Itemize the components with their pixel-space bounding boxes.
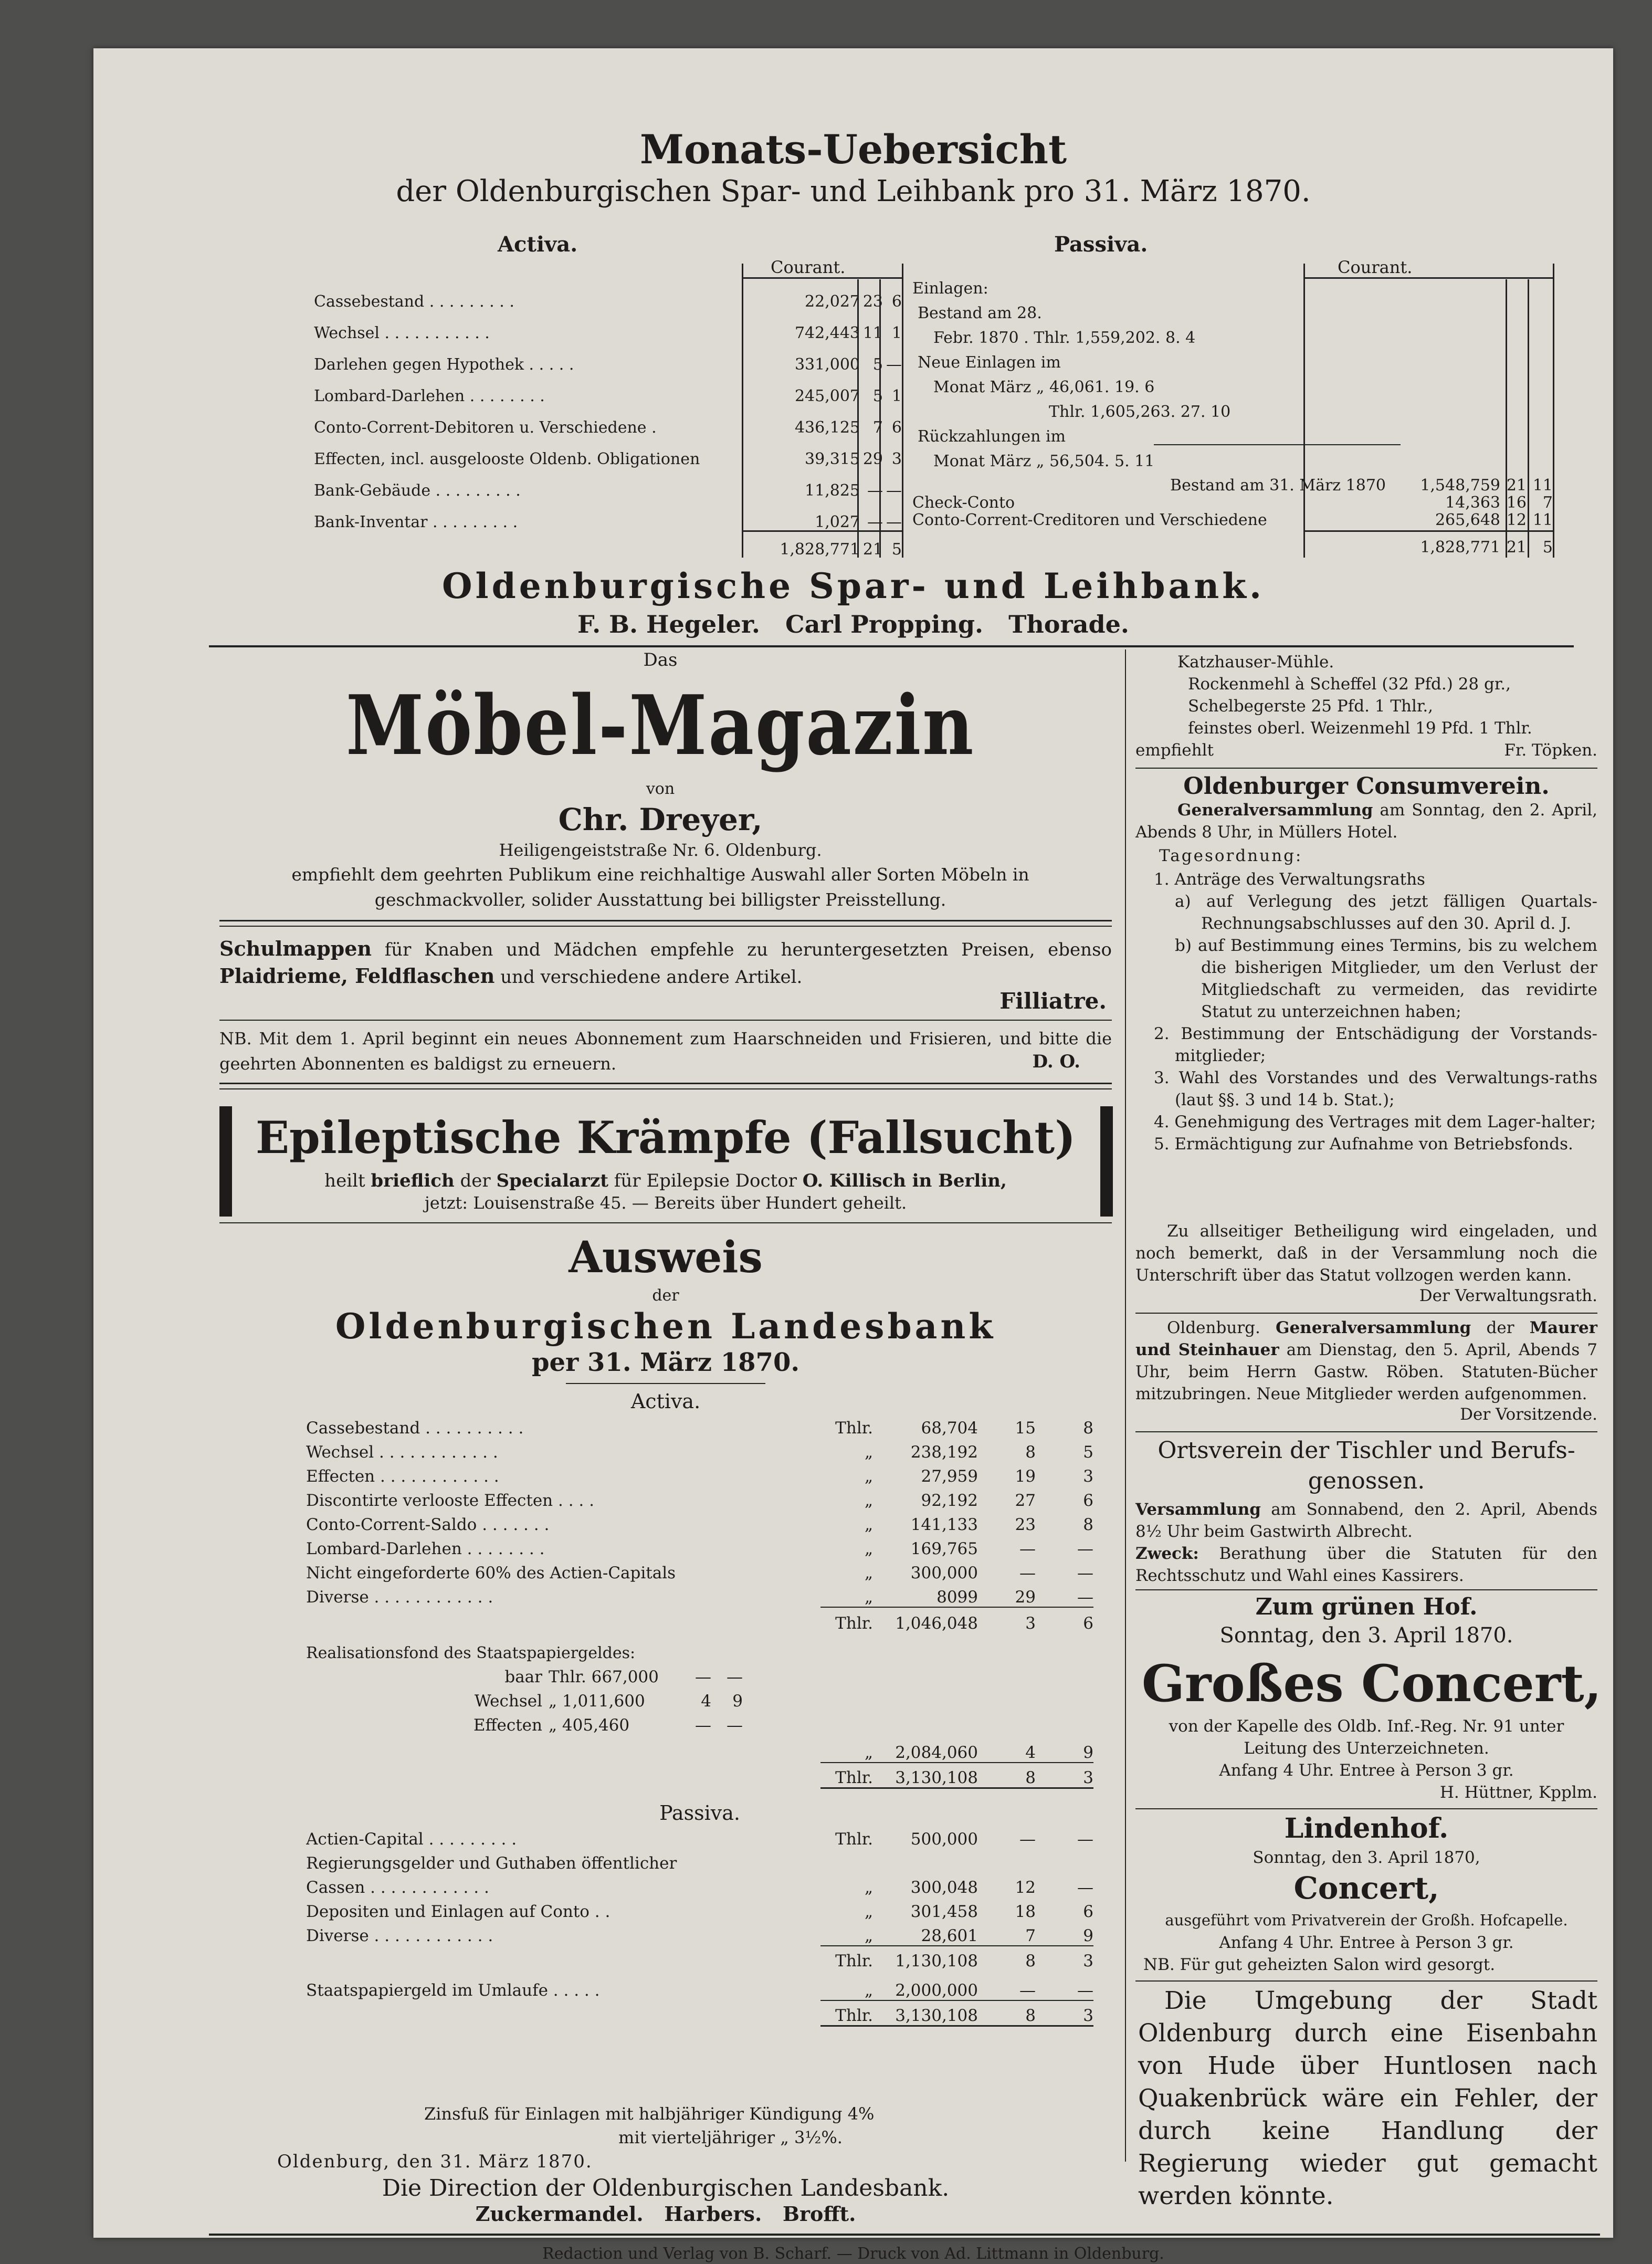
row-groschen: 23: [1015, 1515, 1036, 1534]
linden-title: Lindenhof.: [1284, 1812, 1449, 1844]
tischler-a: am Sonnabend, den 2. April, Abends 8½ Uhr beim Gastwirth Albrecht.: [1135, 1500, 1597, 1541]
epi-e: für Epilepsie Doctor: [608, 1170, 803, 1191]
row-thaler: 1,130,108: [895, 1952, 978, 1970]
row-thaler: 2,000,000: [895, 1981, 978, 2000]
row-groschen: —: [1019, 1981, 1036, 2000]
epilepsie-title: Epileptische Krämpfe (Fallsucht): [256, 1112, 1076, 1164]
row-pfennig: —: [727, 1716, 743, 1735]
hof-title: Zum grünen Hof.: [1255, 1594, 1478, 1620]
row-currency: Thlr.: [835, 2006, 873, 2025]
row-label: Lombard-Darlehen . . . . . . . .: [306, 1539, 545, 1558]
ausweis-real-row: [306, 1662, 1093, 1686]
consum-item: a) auf Verlegung des jetzt fälligen Quartals-Rechnungsabschlusses auf den 30. April d. J.: [1175, 892, 1597, 933]
row-currency: Thlr.: [835, 1952, 873, 1970]
row-thaler: 141,133: [910, 1515, 978, 1534]
monats-activa-row: [314, 437, 902, 468]
ausweis-bank: Oldenburgischen Landesbank: [335, 1306, 996, 1347]
row-currency: Thlr.: [835, 1768, 873, 1787]
row-thaler: 300,048: [910, 1878, 978, 1897]
row-groschen: 27: [1015, 1491, 1036, 1510]
monats-passiva-lines: [912, 279, 1406, 477]
monats-passiva-line: Monat März „ 56,504. 5. 11: [933, 452, 1155, 470]
moebel-das: Das: [643, 649, 678, 670]
consum-intro-text: am Sonntag, den 2. April, Abends 8 Uhr, in Müllers Hotel.: [1135, 801, 1597, 842]
row-groschen: 4: [1025, 1743, 1036, 1762]
row-value: Thlr. 667,000: [549, 1668, 659, 1686]
muehle-line: feinstes oberl. Weizenmehl 19 Pfd. 1 Thlr.: [1188, 719, 1532, 738]
row-label: Wechsel . . . . . . . . . . . .: [306, 1443, 498, 1462]
monats-activa-row: [314, 374, 902, 405]
row-pfennig: 8: [1083, 1419, 1093, 1438]
row-pfennig: 6: [1083, 1902, 1093, 1921]
moebel-owner: Chr. Dreyer,: [558, 802, 763, 837]
row-label: Darlehen gegen Hypothek . . . . .: [314, 355, 574, 374]
monats-passiva-table: [912, 476, 1553, 557]
monats-activa-row: [314, 468, 902, 500]
row-thaler: 27,959: [921, 1467, 978, 1486]
row-pfennig: 5: [1083, 1443, 1093, 1462]
epi-a: heilt: [324, 1170, 371, 1191]
newspaper-page: [93, 48, 1613, 2238]
monats-passiva-total-row: [912, 529, 1553, 557]
ausweis-der: der: [652, 1286, 679, 1305]
ausweis-real-sum-row: [306, 1735, 1093, 1762]
row-pfennig: —: [886, 513, 902, 531]
consum-tages: Tagesordnung:: [1159, 846, 1303, 865]
ausweis-activa-row: [306, 1413, 1093, 1438]
row-groschen: 16: [1506, 494, 1527, 512]
monats-passiva-row: [912, 512, 1553, 529]
total-thaler: 1,828,771: [780, 540, 860, 559]
monats-passiva-row: [912, 476, 1553, 495]
hof-sign: H. Hüttner, Kpplm.: [1439, 1783, 1597, 1802]
tischler-title: Ortsverein der Tischler und Berufs-genossen.: [1158, 1437, 1575, 1494]
monats-activa-total-row: [314, 531, 902, 559]
nb-sign: D. O.: [1032, 1051, 1080, 1072]
ausweis-passiva-row: [306, 1849, 1093, 1873]
row-thaler: 1,548,759: [1420, 476, 1500, 495]
ausweis-activa-row: [306, 1510, 1093, 1534]
row-label: Diverse . . . . . . . . . . . .: [306, 1926, 493, 1945]
ausweis-activa-row: [306, 1438, 1093, 1462]
consum-item: b) auf Bestimmung eines Termins, bis zu welchem die bisherigen Mitglieder, um den Verlust der Mitgliedschaft zu vermeiden, das revidirte Statut zu unterzeichnen haben;: [1175, 936, 1597, 1021]
schulmappen-lead: Schulmappen: [219, 937, 372, 960]
linden-date: Sonntag, den 3. April 1870,: [1253, 1848, 1480, 1867]
ausweis-table: [306, 1413, 1093, 2027]
row-pfennig: —: [1077, 1564, 1093, 1582]
row-pfennig: 6: [1083, 1491, 1093, 1510]
row-pfennig: 1: [891, 324, 902, 342]
ausweis-real-head: Realisationsfond des Staatspapiergeldes:: [306, 1644, 636, 1662]
maurer-d: am Dienstag, den 5. April, Abends 7 Uhr, beim Herrn Gastw. Röben. Statuten-Bücher mitzubringen. Neue Mitglieder werden aufgenommen.: [1135, 1340, 1597, 1403]
row-groschen: —: [1019, 1830, 1036, 1849]
ausweis-zins1: Zinsfuß für Einlagen mit halbjähriger Kündigung 4%: [424, 2104, 875, 2124]
monats-passiva-row: [912, 495, 1553, 512]
consum-sign: Der Verwaltungsrath.: [1419, 1286, 1597, 1305]
consum-intro: [1135, 799, 1597, 843]
row-thaler: 265,648: [1435, 511, 1500, 529]
row-pfennig: —: [1077, 1981, 1093, 2000]
nb-text: NB. Mit dem 1. April beginnt ein neues Abonnement zum Haarschneiden und Frisieren, und bitte die geehrten Abonnenten es baldigst zu erneuern.: [219, 1029, 1112, 1074]
row-thaler: 742,443: [794, 324, 860, 342]
row-pfennig: 7: [1542, 494, 1553, 512]
ausweis-passiva-row: [306, 1825, 1093, 1849]
row-thaler: 28,601: [921, 1926, 978, 1945]
tischler-v: Versammlung: [1135, 1500, 1261, 1519]
linden-nb: NB. Für gut geheizten Salon wird gesorgt.: [1143, 1955, 1496, 1974]
total-thaler: 1,828,771: [1420, 538, 1500, 557]
row-groschen: —: [695, 1668, 711, 1686]
monats-activa-row: [314, 405, 902, 437]
row-label: Depositen und Einlagen auf Conto . .: [306, 1902, 611, 1921]
maurer-sign: Der Vorsitzende.: [1460, 1405, 1597, 1424]
row-currency: Thlr.: [835, 1830, 873, 1849]
monats-activa-row: [314, 279, 902, 311]
ausweis-activa-row: [306, 1486, 1093, 1510]
row-label: Discontirte verlooste Effecten . . . .: [306, 1491, 594, 1510]
row-groschen: 7: [1025, 1926, 1036, 1945]
ausweis-real-row: [306, 1711, 1093, 1735]
maurer-ad: [1135, 1317, 1597, 1405]
moebel-address: Heiligengeiststraße Nr. 6. Oldenburg.: [499, 840, 822, 860]
ausweis-passiva-total-row: [306, 2001, 1093, 2025]
row-groschen: —: [1019, 1564, 1036, 1582]
row-label: Regierungsgelder und Guthaben öffentlicher: [306, 1854, 677, 1873]
row-label: baar: [504, 1668, 542, 1686]
row-groschen: 12: [1506, 511, 1527, 529]
row-pfennig: 6: [891, 292, 902, 311]
consum-items: [1143, 868, 1597, 1155]
row-label: Effecten . . . . . . . . . . . .: [306, 1467, 499, 1486]
row-groschen: 23: [862, 292, 883, 311]
epi-f: O. Killisch in Berlin,: [802, 1170, 1007, 1191]
schulmappen-text1: für Knaben und Mädchen empfehle zu heruntergesetzten Preisen, ebenso: [372, 939, 1112, 960]
row-thaler: 245,007: [794, 387, 860, 405]
row-label: Effecten: [473, 1716, 542, 1735]
row-label: Conto-Corrent-Debitoren u. Verschiedene .: [314, 418, 657, 437]
row-label: Effecten, incl. ausgelooste Oldenb. Obligationen: [314, 450, 700, 468]
epi-b: brieflich: [371, 1170, 455, 1191]
monats-passiva-head: Passiva.: [1054, 232, 1148, 257]
total-groschen: 21: [862, 540, 883, 559]
ausweis-passiva-row: [306, 1897, 1093, 1921]
monats-activa-row: [314, 311, 902, 342]
monats-passiva-line: Bestand am 28.: [918, 304, 1042, 322]
row-pfennig: 1: [891, 387, 902, 405]
row-label: Cassebestand . . . . . . . . . .: [306, 1419, 524, 1438]
row-pfennig: —: [886, 355, 902, 374]
row-thaler: 500,000: [910, 1830, 978, 1849]
monats-bank-name: Oldenburgische Spar- und Leihbank.: [442, 565, 1265, 606]
row-currency: „: [864, 1902, 873, 1921]
muehle-emp: empfiehlt: [1135, 741, 1214, 760]
row-currency: Thlr.: [835, 1419, 873, 1438]
ausweis-place: Oldenburg, den 31. März 1870.: [277, 2151, 593, 2172]
row-groschen: 29: [1015, 1588, 1036, 1607]
row-groschen: 4: [701, 1692, 711, 1711]
row-pfennig: —: [1077, 1539, 1093, 1558]
row-label: Diverse . . . . . . . . . . . .: [306, 1588, 493, 1607]
muehle-ad: [1135, 651, 1597, 761]
row-pfennig: 3: [1083, 1952, 1093, 1970]
row-currency: „: [864, 1926, 873, 1945]
monats-passiva-line: Einlagen:: [912, 279, 988, 298]
consum-outro: Zu allseitiger Betheiligung wird eingeladen, und noch bemerkt, daß in der Versammlung noch die Unterschrift über das Statut vollzogen werden kann.: [1135, 1222, 1597, 1285]
row-pfennig: 8: [1083, 1515, 1093, 1534]
row-groschen: 12: [1015, 1878, 1036, 1897]
moebel-text: empfiehlt dem geehrten Publikum eine reichhaltige Auswahl aller Sorten Möbeln in geschmackvoller, solider Ausstattung bei billigster Preisstellung.: [291, 864, 1029, 910]
row-groschen: 3: [1025, 1614, 1036, 1633]
ausweis-activa-head: Activa.: [630, 1390, 701, 1413]
row-groschen: 19: [1015, 1467, 1036, 1486]
row-groschen: —: [1019, 1539, 1036, 1558]
monats-passiva-line: Neue Einlagen im: [918, 353, 1061, 372]
row-label: Check-Conto: [912, 494, 1015, 512]
row-pfennig: 3: [891, 450, 902, 468]
monats-courant-head-left: Courant.: [771, 257, 846, 277]
ausweis-passiva-row: [306, 1873, 1093, 1897]
ausweis-activa-total-row: [306, 1763, 1093, 1787]
schulmappen-lead2: Plaidrieme, Feldflaschen: [219, 964, 495, 988]
tischler-b: Berathung über die Statuten für den Rechtsschutz und Wahl eines Kassirers.: [1135, 1544, 1597, 1585]
bahn-text: Die Umgebung der Stadt Oldenburg durch eine Eisenbahn von Hude über Huntlosen nach Quakenbrück wäre ein Fehler, der durch keine Handlung der Regierung wieder gut gemacht werden könnte.: [1138, 1986, 1597, 2210]
linden-text: ausgeführt vom Privatverein der Großh. Hofcapelle.: [1165, 1911, 1568, 1929]
row-pfennig: —: [1077, 1878, 1093, 1897]
ausweis-staats-row: [306, 1970, 1093, 2000]
ausweis-activa-row: [306, 1462, 1093, 1486]
muehle-line: Rockenmehl à Scheffel (32 Pfd.) 28 gr.,: [1188, 675, 1511, 694]
row-label: Conto-Corrent-Saldo . . . . . . .: [306, 1515, 550, 1534]
row-groschen: 8: [1025, 1768, 1036, 1787]
monats-signers: F. B. Hegeler. Carl Propping. Thorade.: [577, 610, 1129, 638]
row-pfennig: 9: [732, 1692, 743, 1711]
row-currency: „: [864, 1515, 873, 1534]
row-label: Cassebestand . . . . . . . . .: [314, 292, 514, 311]
row-pfennig: 9: [1083, 1926, 1093, 1945]
row-label: Wechsel . . . . . . . . . . .: [314, 324, 490, 342]
row-pfennig: 6: [891, 418, 902, 437]
ausweis-passiva-sum-row: [306, 1946, 1093, 1970]
row-pfennig: 11: [1532, 511, 1553, 529]
consum-item: 3. Wahl des Vorstandes und des Verwaltungs-raths (laut §§. 3 und 14 b. Stat.);: [1154, 1068, 1597, 1109]
row-pfennig: 6: [1083, 1614, 1093, 1633]
row-pfennig: —: [886, 481, 902, 500]
row-thaler: 92,192: [921, 1491, 978, 1510]
row-thaler: 22,027: [805, 292, 860, 311]
row-groschen: —: [695, 1716, 711, 1735]
row-currency: „: [864, 1878, 873, 1897]
hof-concert: Großes Concert,: [1141, 1654, 1602, 1713]
linden-concert: Concert,: [1293, 1870, 1439, 1906]
row-groschen: 29: [862, 450, 883, 468]
row-label: Wechsel: [474, 1692, 542, 1711]
row-groschen: —: [867, 481, 883, 500]
row-thaler: 68,704: [921, 1419, 978, 1438]
row-groschen: 8: [1025, 2006, 1036, 2025]
monats-courant-head-right: Courant.: [1338, 257, 1413, 277]
row-label: Bestand am 31. März 1870: [1170, 476, 1386, 495]
epi-c: der: [454, 1170, 497, 1191]
hof-date: Sonntag, den 3. April 1870.: [1219, 1623, 1513, 1648]
row-thaler: 300,000: [910, 1564, 978, 1582]
consum-gv: Generalversammlung: [1177, 801, 1373, 820]
row-pfennig: —: [1077, 1830, 1093, 1849]
ausweis-activa-sum-row: [306, 1608, 1093, 1633]
ausweis-title: Ausweis: [569, 1232, 763, 1283]
maurer-c: Maurer und Steinhauer: [1135, 1318, 1598, 1359]
row-value: „ 405,460: [549, 1716, 630, 1735]
monats-activa-row: [314, 500, 902, 531]
row-pfennig: —: [1077, 1588, 1093, 1607]
row-groschen: 7: [872, 418, 883, 437]
row-thaler: 39,315: [805, 450, 860, 468]
row-currency: „: [864, 1443, 873, 1462]
row-currency: „: [864, 1564, 873, 1582]
row-currency: „: [864, 1588, 873, 1607]
ausweis-passiva-head: Passiva.: [659, 1801, 740, 1825]
consum-item: 5. Ermächtigung zur Aufnahme von Betriebsfonds.: [1154, 1135, 1573, 1154]
row-groschen: 8: [1025, 1443, 1036, 1462]
monats-activa-table: [314, 279, 902, 559]
schulmappen-ad: [219, 936, 1112, 990]
maurer-gv: Generalversammlung: [1275, 1318, 1471, 1337]
row-currency: „: [864, 1981, 873, 2000]
row-currency: „: [864, 1743, 873, 1762]
row-label: Bank-Gebäude . . . . . . . . .: [314, 481, 521, 500]
row-thaler: 1,027: [815, 513, 860, 531]
row-currency: Thlr.: [835, 1614, 873, 1633]
row-thaler: 1,046,048: [895, 1614, 978, 1633]
row-groschen: —: [867, 513, 883, 531]
consum-item: 1. Anträge des Verwaltungsraths: [1154, 870, 1425, 889]
monats-title: Monats-Uebersicht: [639, 126, 1067, 173]
epilepsie-line2: jetzt: Louisenstraße 45. — Bereits über Hundert geheilt.: [424, 1193, 907, 1213]
consum-item: 4. Genehmigung des Vertrages mit dem Lager-halter;: [1154, 1113, 1596, 1131]
row-thaler: 436,125: [794, 418, 860, 437]
tischler-ad: [1135, 1498, 1597, 1587]
linden-anfang: Anfang 4 Uhr. Entree à Person 3 gr.: [1219, 1933, 1514, 1952]
hof-text: von der Kapelle des Oldb. Inf.-Reg. Nr. 91 unter Leitung des Unterzeichneten.: [1169, 1717, 1564, 1758]
epi-d: Specialarzt: [496, 1170, 608, 1191]
row-label: Staatspapiergeld im Umlaufe . . . . .: [306, 1981, 600, 2000]
row-label: Bank-Inventar . . . . . . . . .: [314, 513, 518, 531]
row-thaler: 238,192: [910, 1443, 978, 1462]
ausweis-activa-row: [306, 1558, 1093, 1582]
row-pfennig: 11: [1532, 476, 1553, 495]
row-label: Cassen . . . . . . . . . . . .: [306, 1878, 489, 1897]
ausweis-activa-row: [306, 1534, 1093, 1558]
row-currency: „: [864, 1539, 873, 1558]
moebel-von: von: [646, 780, 675, 798]
ausweis-zins2: mit vierteljähriger „ 3½%.: [618, 2127, 843, 2147]
row-pfennig: 3: [1083, 2006, 1093, 2025]
ausweis-date: per 31. März 1870.: [531, 1348, 800, 1377]
monats-activa-row: [314, 342, 902, 374]
ausweis-passiva-row: [306, 1921, 1093, 1945]
row-thaler: 14,363: [1445, 494, 1500, 512]
row-pfennig: —: [727, 1668, 743, 1686]
row-thaler: 301,458: [910, 1902, 978, 1921]
row-groschen: 15: [1015, 1419, 1036, 1438]
schulmappen-text2: und verschiedene andere Artikel.: [494, 967, 803, 988]
row-groschen: 18: [1015, 1902, 1036, 1921]
ausweis-direction: Die Direction der Oldenburgischen Landesbank.: [382, 2175, 950, 2202]
monats-passiva-line: Monat März „ 46,061. 19. 6: [933, 378, 1155, 396]
row-currency: „: [864, 1467, 873, 1486]
row-thaler: 2,084,060: [895, 1743, 978, 1762]
moebel-title: Möbel-Magazin: [345, 677, 975, 773]
row-groschen: 11: [862, 324, 883, 342]
tischler-z: Zweck:: [1135, 1544, 1199, 1563]
row-pfennig: 9: [1083, 1743, 1093, 1762]
consum-item: 2. Bestimmung der Entschädigung der Vorstands-mitglieder;: [1154, 1024, 1597, 1065]
total-pfennig: 5: [1542, 538, 1553, 557]
row-thaler: 3,130,108: [895, 2006, 978, 2025]
row-groschen: 21: [1506, 476, 1527, 495]
total-groschen: 21: [1506, 538, 1527, 557]
epilepsie-line1: [235, 1169, 1096, 1193]
footer-imprint: Redaction und Verlag von B. Scharf. — Druck von Ad. Littmann in Oldenburg.: [542, 2245, 1164, 2263]
consum-title: Oldenburger Consumverein.: [1183, 773, 1550, 800]
row-thaler: 8099: [937, 1588, 978, 1607]
row-groschen: 8: [1025, 1952, 1036, 1970]
row-label: Conto-Corrent-Creditoren und Verschiedene: [912, 511, 1267, 529]
maurer-a: Oldenburg.: [1167, 1318, 1276, 1337]
monats-activa-head: Activa.: [498, 232, 578, 257]
row-thaler: 11,825: [805, 481, 860, 500]
hof-anfang: Anfang 4 Uhr. Entree à Person 3 gr.: [1219, 1761, 1514, 1780]
row-label: Nicht eingeforderte 60% des Actien-Capitals: [306, 1564, 676, 1582]
schulmappen-sign: Filliatre.: [999, 988, 1107, 1014]
muehle-line: Katzhauser-Mühle.: [1177, 653, 1334, 672]
row-groschen: 5: [872, 387, 883, 405]
row-value: „ 1,011,600: [549, 1692, 645, 1711]
monats-passiva-line: Rückzahlungen im: [918, 427, 1066, 446]
monats-subtitle: der Oldenburgischen Spar- und Leihbank pro 31. März 1870.: [396, 174, 1311, 208]
ausweis-real-row: [306, 1686, 1093, 1711]
row-thaler: 331,000: [794, 355, 860, 374]
muehle-sign: Fr. Töpken.: [1504, 741, 1597, 760]
row-currency: „: [864, 1491, 873, 1510]
total-pfennig: 5: [891, 540, 902, 559]
row-thaler: 3,130,108: [895, 1768, 978, 1787]
monats-passiva-line: Febr. 1870 . Thlr. 1,559,202. 8. 4: [933, 329, 1196, 347]
row-label: Lombard-Darlehen . . . . . . . .: [314, 387, 545, 405]
monats-passiva-line: Thlr. 1,605,263. 27. 10: [1049, 403, 1231, 421]
muehle-line: Schelbegerste 25 Pfd. 1 Thlr.,: [1188, 697, 1434, 716]
row-groschen: 5: [872, 355, 883, 374]
row-pfennig: 3: [1083, 1768, 1093, 1787]
ausweis-activa-row: [306, 1582, 1093, 1607]
row-thaler: 169,765: [910, 1539, 978, 1558]
row-label: Actien-Capital . . . . . . . . .: [306, 1830, 517, 1849]
ausweis-signers: Zuckermandel. Harbers. Brofft.: [475, 2202, 856, 2226]
maurer-b: der: [1471, 1318, 1530, 1337]
row-pfennig: 3: [1083, 1467, 1093, 1486]
